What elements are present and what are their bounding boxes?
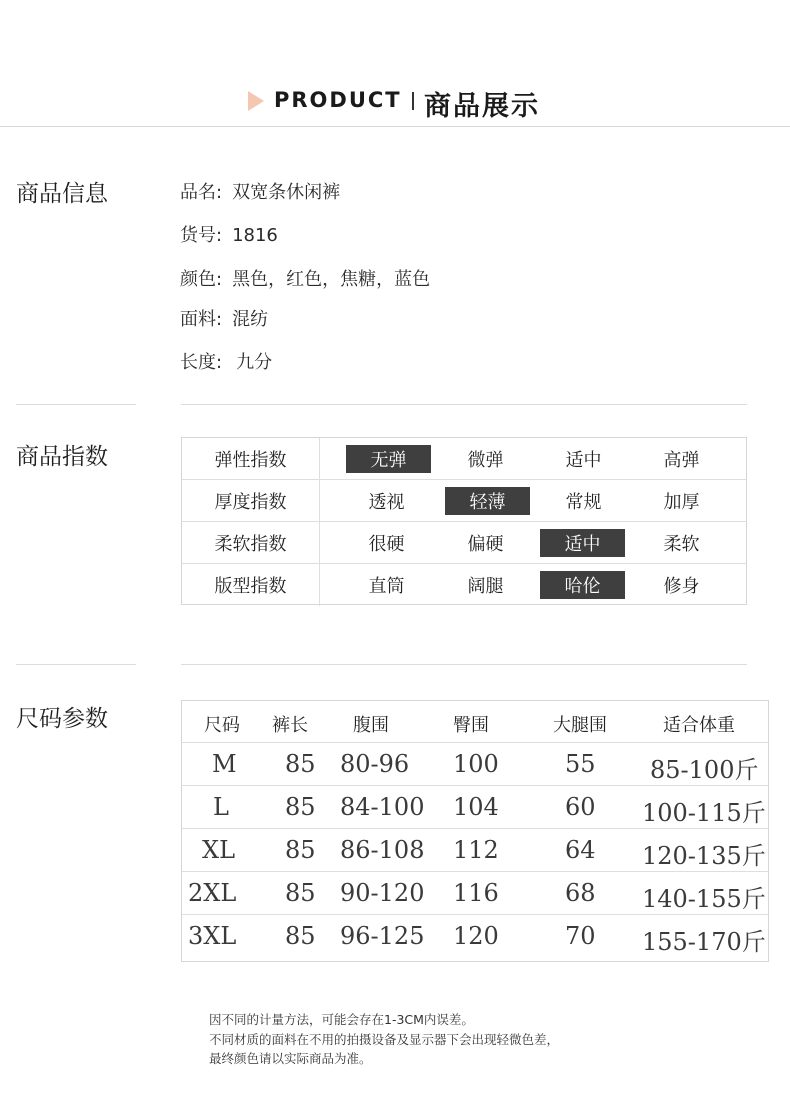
size-row	[182, 743, 768, 786]
section-divider	[181, 404, 747, 405]
size-cell: 104	[453, 793, 499, 821]
size-header-cell: 大腿围	[553, 715, 607, 736]
index-option-selected: 轻薄	[445, 487, 530, 515]
index-option-selected: 哈伦	[540, 571, 625, 599]
size-cell: M	[212, 750, 237, 778]
index-option: 修身	[663, 576, 700, 597]
size-cell: 84-100	[340, 793, 425, 821]
size-row	[182, 872, 768, 915]
size-cell: 112	[453, 836, 499, 864]
index-option: 微弹	[467, 450, 504, 471]
index-row-thickness	[182, 480, 746, 522]
header-english-title: PRODUCT	[274, 88, 402, 112]
size-header-cell: 腹围	[353, 715, 389, 736]
size-cell: 2XL	[188, 879, 237, 907]
size-cell: 80-96	[340, 750, 410, 778]
note-line: 不同材质的面料在不用的拍摄设备及显示器下会出现轻微色差，	[209, 1032, 560, 1047]
size-cell: XL	[202, 836, 236, 864]
size-cell: 120	[453, 922, 499, 950]
size-table-header	[182, 701, 768, 743]
index-option: 透视	[368, 492, 405, 513]
size-cell: 85	[285, 836, 316, 864]
size-row	[182, 915, 768, 961]
size-header-cell: 裤长	[272, 715, 308, 736]
size-cell: 85-100斤	[650, 756, 759, 784]
index-row-softness	[182, 522, 746, 564]
index-option: 很硬	[368, 534, 405, 555]
size-cell: 68	[565, 879, 596, 907]
index-option: 高弹	[663, 450, 700, 471]
size-cell: L	[213, 793, 229, 821]
size-row	[182, 786, 768, 829]
index-option-selected: 适中	[540, 529, 625, 557]
size-row	[182, 829, 768, 872]
info-row-color	[180, 265, 430, 291]
index-row-label: 柔软指数	[182, 522, 320, 563]
index-option: 适中	[565, 450, 602, 471]
info-label: 面料:	[180, 309, 223, 330]
info-row-fabric	[180, 305, 268, 331]
size-cell: 85	[285, 922, 316, 950]
size-cell: 60	[565, 793, 596, 821]
info-label: 颜色:	[180, 269, 223, 290]
size-cell: 100-115斤	[642, 799, 766, 827]
size-cell: 85	[285, 750, 316, 778]
size-cell: 85	[285, 793, 316, 821]
size-cell: 155-170斤	[642, 928, 766, 956]
header-underline	[0, 126, 790, 127]
size-cell: 70	[565, 922, 596, 950]
index-row-label: 版型指数	[182, 564, 320, 606]
header-divider	[412, 92, 414, 110]
info-label: 品名:	[180, 182, 223, 203]
size-header-cell: 臀围	[453, 715, 489, 736]
info-value: 双宽条休闲裤	[232, 182, 341, 203]
section-divider	[16, 664, 136, 665]
header-chinese-title: 商品展示	[424, 91, 540, 122]
size-header-cell: 尺码	[204, 715, 240, 736]
size-cell: 55	[565, 750, 596, 778]
size-cell: 90-120	[340, 879, 425, 907]
size-cell: 116	[453, 879, 499, 907]
index-row-label: 弹性指数	[182, 438, 320, 479]
size-cell: 86-108	[340, 836, 425, 864]
index-option: 阔腿	[467, 576, 504, 597]
info-label: 长度:	[180, 352, 223, 373]
index-option: 常规	[565, 492, 602, 513]
size-cell: 64	[565, 836, 596, 864]
info-value: 1816	[232, 225, 278, 246]
size-cell: 3XL	[188, 922, 237, 950]
info-row-length	[180, 348, 272, 374]
info-value: 黑色，红色，焦糖，蓝色	[232, 269, 431, 290]
info-section-title: 商品信息	[16, 181, 108, 207]
section-divider	[181, 664, 747, 665]
index-option-selected: 无弹	[346, 445, 431, 473]
index-table	[181, 437, 747, 605]
note-line: 因不同的计量方法，可能会存在1-3CM内误差。	[209, 1012, 474, 1027]
info-row-sku	[180, 221, 278, 247]
size-cell: 96-125	[340, 922, 425, 950]
index-row-label: 厚度指数	[182, 480, 320, 521]
note-line: 最终颜色请以实际商品为准。	[209, 1051, 372, 1066]
info-label: 货号:	[180, 225, 223, 246]
index-option: 直筒	[368, 576, 405, 597]
index-option: 柔软	[663, 534, 700, 555]
size-cell: 85	[285, 879, 316, 907]
size-cell: 100	[453, 750, 499, 778]
info-row-name	[180, 178, 340, 204]
size-cell: 140-155斤	[642, 885, 766, 913]
info-value: 混纺	[232, 309, 269, 330]
size-section-title: 尺码参数	[16, 706, 108, 732]
index-option: 加厚	[663, 492, 700, 513]
play-triangle-icon	[248, 91, 264, 111]
index-row-elasticity	[182, 438, 746, 480]
size-header-cell: 适合体重	[663, 715, 735, 736]
index-option: 偏硬	[467, 534, 504, 555]
size-cell: 120-135斤	[642, 842, 766, 870]
info-value: 九分	[236, 352, 273, 373]
section-divider	[16, 404, 136, 405]
size-table	[181, 700, 769, 962]
index-section-title: 商品指数	[16, 444, 108, 470]
index-row-fit	[182, 564, 746, 606]
